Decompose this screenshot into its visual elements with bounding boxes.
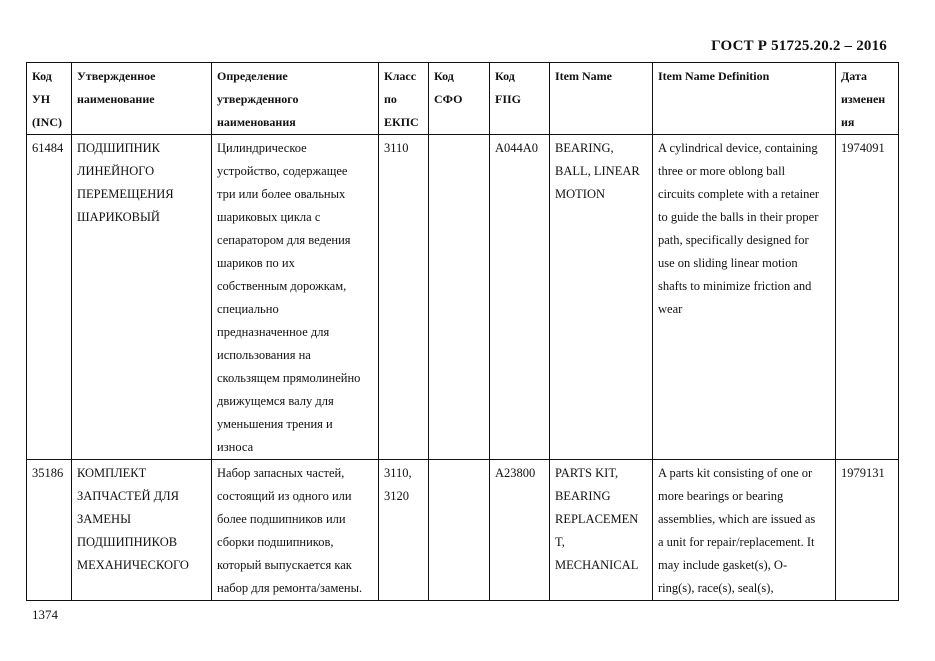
cell-definition: Набор запасных частей, состоящий из одного или более подшипников или сборки подшипников, который выпускается как набор для ремонта/замены. (212, 460, 379, 601)
cell-sfo (429, 135, 490, 460)
column-header-fiig: Код FIIG (490, 63, 550, 135)
column-header-sfo: Код СФО (429, 63, 490, 135)
column-header-change-date: Дата изменен ия (836, 63, 899, 135)
cell-class: 3110, 3120 (379, 460, 429, 601)
column-header-definition: Определение утвержденного наименования (212, 63, 379, 135)
cell-change-date: 1979131 (836, 460, 899, 601)
cell-item-name-definition: A cylindrical device, containing three or more oblong ball circuits complete with a retainer to guide the balls in their proper path, specifically designed for use on sliding linear motion shafts to minimize friction and wear (653, 135, 836, 460)
table-row (27, 135, 899, 460)
cell-change-date: 1974091 (836, 135, 899, 460)
cell-item-name: BEARING, BALL, LINEAR MOTION (550, 135, 653, 460)
table-header-row (27, 63, 899, 135)
column-header-item-name-definition: Item Name Definition (653, 63, 836, 135)
cell-approved-name: КОМПЛЕКТ ЗАПЧАСТЕЙ ДЛЯ ЗАМЕНЫ ПОДШИПНИКОВ МЕХАНИЧЕСКОГО (72, 460, 212, 601)
column-header-approved-name: Утвержденное наименование (72, 63, 212, 135)
page-number: 1374 (32, 607, 58, 622)
cell-approved-name: ПОДШИПНИК ЛИНЕЙНОГО ПЕРЕМЕЩЕНИЯ ШАРИКОВЫЙ (72, 135, 212, 460)
cell-fiig: A23800 (490, 460, 550, 601)
cell-item-name: PARTS KIT, BEARING REPLACEMEN T, MECHANICAL (550, 460, 653, 601)
item-name-table (26, 62, 899, 601)
column-header-inc: Код УН (INC) (27, 63, 72, 135)
cell-inc: 61484 (27, 135, 72, 460)
cell-fiig: A044A0 (490, 135, 550, 460)
table-row (27, 460, 899, 601)
cell-item-name-definition: A parts kit consisting of one or more bearings or bearing assemblies, which are issued as a unit for repair/replacement. It may include gasket(s), O- ring(s), race(s), seal(s), (653, 460, 836, 601)
cell-class: 3110 (379, 135, 429, 460)
document-standard-header: ГОСТ Р 51725.20.2 – 2016 (711, 38, 887, 54)
column-header-class: Класс по ЕКПС (379, 63, 429, 135)
cell-inc: 35186 (27, 460, 72, 601)
cell-sfo (429, 460, 490, 601)
cell-definition: Цилиндрическое устройство, содержащее три или более овальных шариковых цикла с сепаратором для ведения шариков по их собственным дорожкам, специально предназначенное для использования на скользящем прямолинейно движущемся валу для уменьшения трения и износа (212, 135, 379, 460)
column-header-item-name: Item Name (550, 63, 653, 135)
